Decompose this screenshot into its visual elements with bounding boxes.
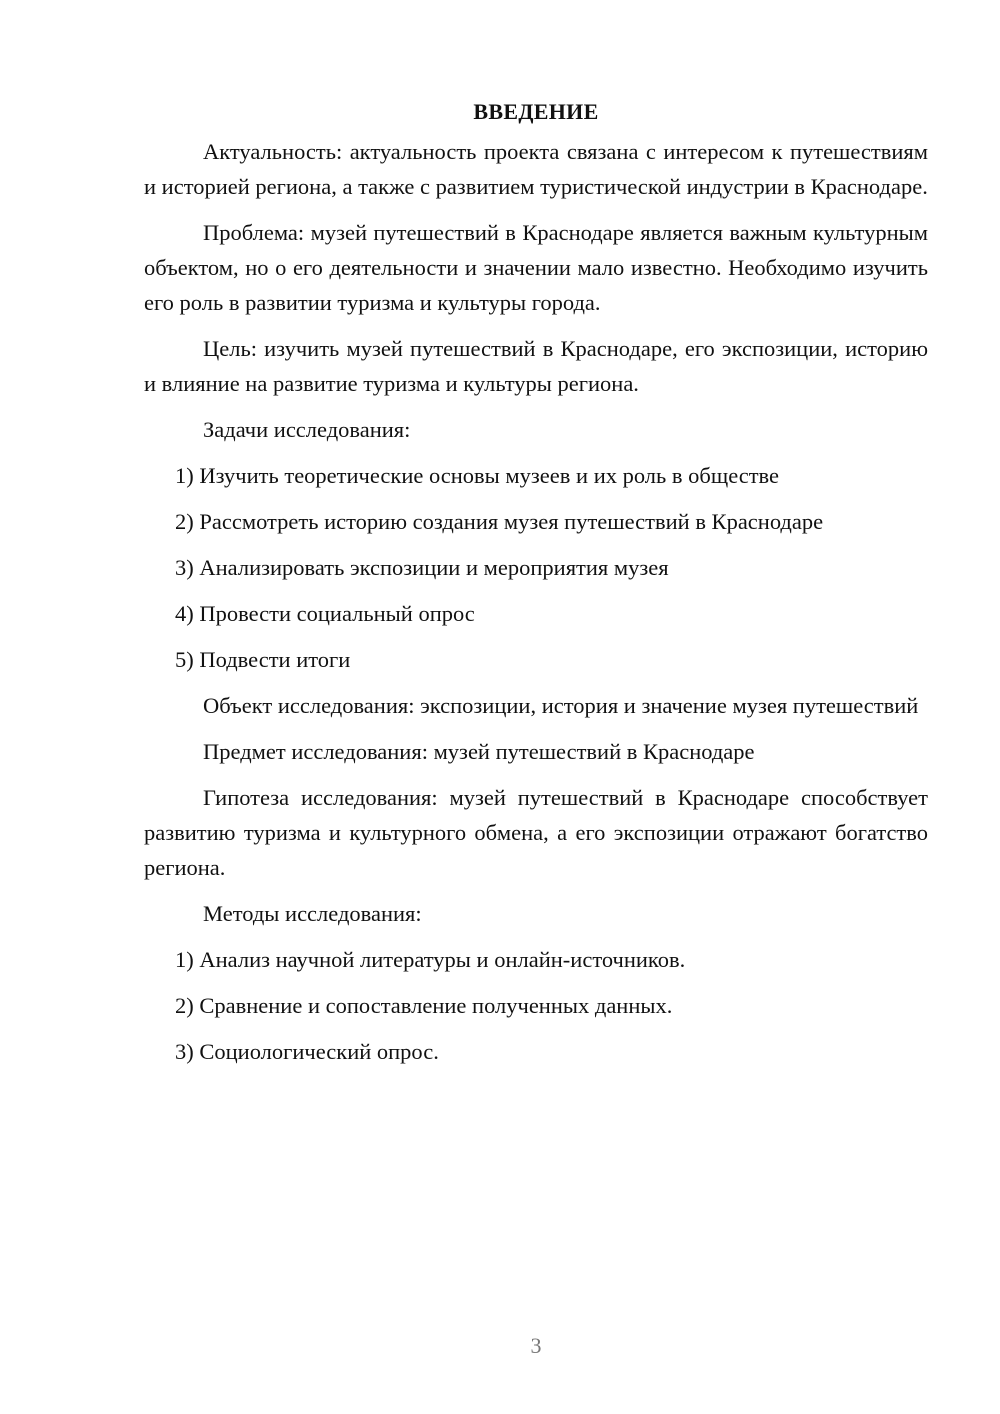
page-title: ВВЕДЕНИЕ [473, 99, 599, 124]
hypothesis-paragraph: Гипотеза исследования: музей путешествий в Краснодаре способствует развитию туризма и культурного обмена, а его экспозиции отражают богатство региона. [144, 785, 928, 880]
tasks-heading: Задачи исследования: [203, 417, 411, 442]
task-item: 3) Анализировать экспозиции и мероприятия музея [175, 555, 669, 580]
task-item: 4) Провести социальный опрос [175, 601, 475, 626]
method-item: 2) Сравнение и сопоставление полученных данных. [175, 993, 673, 1018]
page-content [144, 94, 928, 1080]
task-item: 1) Изучить теоретические основы музеев и их роль в обществе [175, 463, 780, 488]
goal-paragraph: Цель: изучить музей путешествий в Краснодаре, его экспозиции, историю и влияние на развитие туризма и культуры региона. [144, 336, 928, 396]
method-item: 1) Анализ научной литературы и онлайн-источников. [175, 947, 686, 972]
page-number: 3 [530, 1333, 542, 1358]
relevance-paragraph: Актуальность: актуальность проекта связана с интересом к путешествиям и историей региона, а также с развитием туристической индустрии в Краснодаре. [144, 139, 928, 199]
task-item: 2) Рассмотреть историю создания музея путешествий в Краснодаре [175, 509, 824, 534]
methods-list [144, 942, 928, 1069]
object-paragraph: Объект исследования: экспозиции, история и значение музея путешествий [203, 693, 919, 718]
method-item: 3) Социологический опрос. [175, 1039, 439, 1064]
tasks-list [144, 458, 928, 677]
methods-heading: Методы исследования: [203, 901, 422, 926]
problem-paragraph: Проблема: музей путешествий в Краснодаре является важным культурным объектом, но о его деятельности и значении мало известно. Необходимо изучить его роль в развитии туризма и культуры города. [144, 220, 928, 315]
subject-paragraph: Предмет исследования: музей путешествий в Краснодаре [203, 739, 755, 764]
task-item: 5) Подвести итоги [175, 647, 351, 672]
